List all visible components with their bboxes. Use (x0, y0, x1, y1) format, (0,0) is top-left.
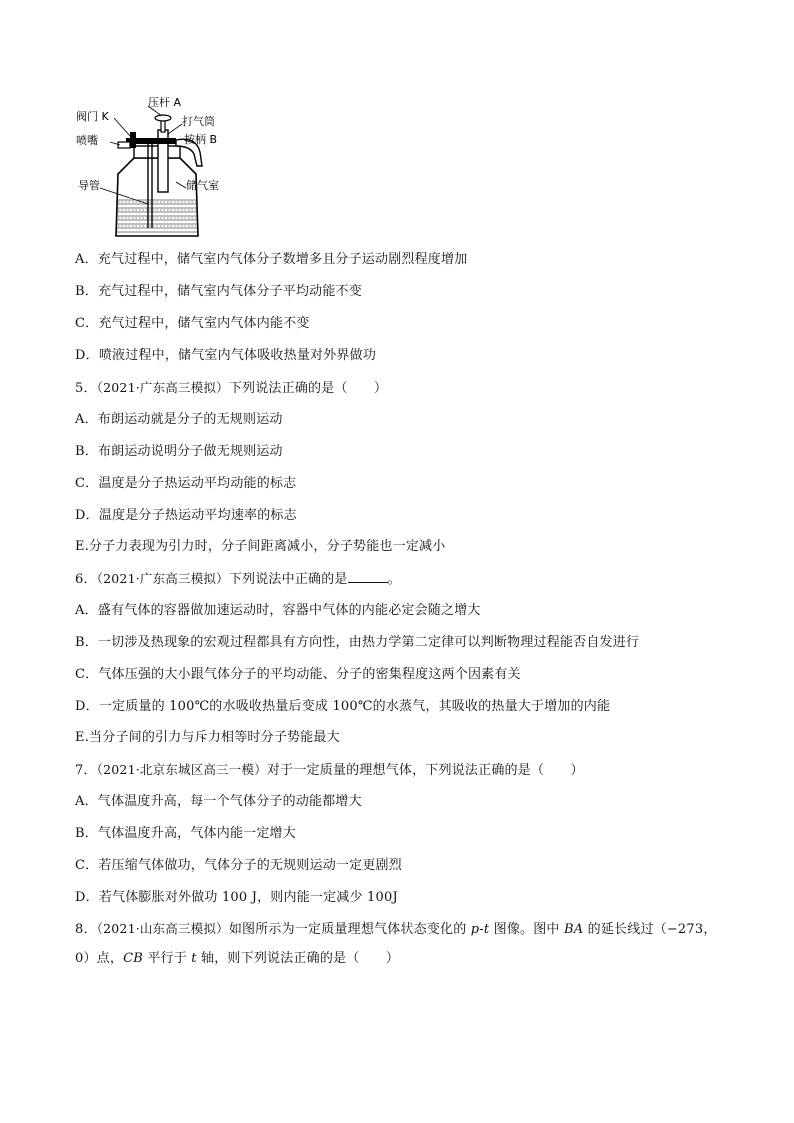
q7-option-d: D．若气体膨胀对外做功 100 J，则内能一定减少 100J (75, 890, 398, 905)
q7-stem-text: 对于一定质量的理想气体，下列说法正确的是（ ） (266, 763, 584, 778)
q8-number: 8． (75, 922, 97, 937)
q8-text-4: 0）点， (75, 951, 124, 966)
q8-source: （2021·山东高三模拟） (96, 921, 229, 936)
bottle-neck (134, 146, 180, 158)
q6-option-e: E.当分子间的引力与斥力相等时分子势能最大 (75, 730, 340, 745)
q8-text-2: 图像。图中 (489, 922, 564, 937)
label-nozzle: 喷嘴 (76, 134, 98, 147)
q4-option-d: D．喷液过程中，储气室内气体吸收热量对外界做功 (75, 348, 377, 363)
label-press-rod: 压杆 A (148, 96, 182, 109)
q8-var-pt: p-t (470, 922, 490, 937)
q6-answer-blank (348, 570, 388, 583)
q8-stem-line1 (75, 920, 717, 939)
q8-text-3: 的延长线过（−273， (583, 922, 717, 937)
label-tube: 导管 (78, 179, 100, 192)
q6-option-c: C．气体压强的大小跟气体分子的平均动能、分子的密集程度这两个因素有关 (75, 667, 521, 682)
q6-option-b: B．一切涉及热现象的宏观过程都具有方向性，由热力学第二定律可以判断物理过程能否自发进行 (75, 635, 640, 650)
q8-var-cb: CB (123, 951, 143, 966)
q6-option-d: D．一定质量的 100℃的水吸收热量后变成 100℃的水蒸气，其吸收的热量大于增加的内能 (75, 699, 611, 714)
press-rod-cap (155, 115, 171, 121)
q5-option-e: E.分子力表现为引力时，分子间距离减小，分子势能也一定减小 (75, 539, 446, 554)
q5-option-a: A．布朗运动就是分子的无规则运动 (75, 412, 283, 427)
sprayer-diagram (76, 96, 256, 244)
q6-number: 6． (75, 572, 97, 587)
label-valve: 阀门 K (76, 110, 109, 123)
q6-stem (75, 570, 401, 589)
q5-option-b: B．布朗运动说明分子做无规则运动 (75, 444, 283, 459)
q5-option-d: D．温度是分子热运动平均速率的标志 (75, 508, 297, 523)
q7-source: （2021·北京东城区高三一模） (96, 762, 267, 777)
q7-stem (75, 761, 584, 780)
q4-option-a: A．充气过程中，储气室内气体分子数增多且分子运动剧烈程度增加 (75, 252, 468, 267)
q6-source: （2021·广东高三模拟） (96, 571, 229, 586)
q5-option-c: C．温度是分子热运动平均动能的标志 (75, 476, 297, 491)
q6-stem-text: 下列说法中正确的是 (228, 572, 348, 587)
q5-stem-text: 下列说法正确的是（ ） (228, 381, 388, 396)
q8-stem-line2 (75, 950, 399, 968)
q8-text-1: 如图所示为一定质量理想气体状态变化的 (228, 922, 471, 937)
q7-option-c: C．若压缩气体做功，气体分子的无规则运动一定更剧烈 (75, 858, 402, 873)
label-chamber: 储气室 (186, 179, 219, 192)
label-pump: 打气筒 (182, 115, 215, 128)
q7-option-b: B．气体温度升高，气体内能一定增大 (75, 826, 296, 841)
label-handle: 按柄 B (184, 133, 218, 146)
q6-stem-end: 。 (387, 572, 401, 587)
valve-k (130, 132, 136, 148)
q8-var-t: t (191, 951, 197, 966)
q8-text-6: 轴，则下列说法正确的是（ ） (196, 951, 400, 966)
q5-stem (75, 379, 387, 398)
q7-number: 7． (75, 763, 97, 778)
q5-source: （2021·广东高三模拟） (96, 380, 229, 395)
q6-option-a: A．盛有气体的容器做加速运动时，容器中气体的内能必定会随之增大 (75, 603, 481, 618)
q4-option-b: B．充气过程中，储气室内气体分子平均动能不变 (75, 284, 362, 299)
q8-text-5: 平行于 (142, 951, 192, 966)
sprayer-figure (76, 96, 256, 244)
q4-option-c: C．充气过程中，储气室内气体内能不变 (75, 316, 310, 331)
q5-number: 5． (75, 381, 97, 396)
q8-var-ba: BA (563, 922, 584, 937)
q7-option-a: A．气体温度升高，每一个气体分子的动能都增大 (75, 794, 362, 809)
